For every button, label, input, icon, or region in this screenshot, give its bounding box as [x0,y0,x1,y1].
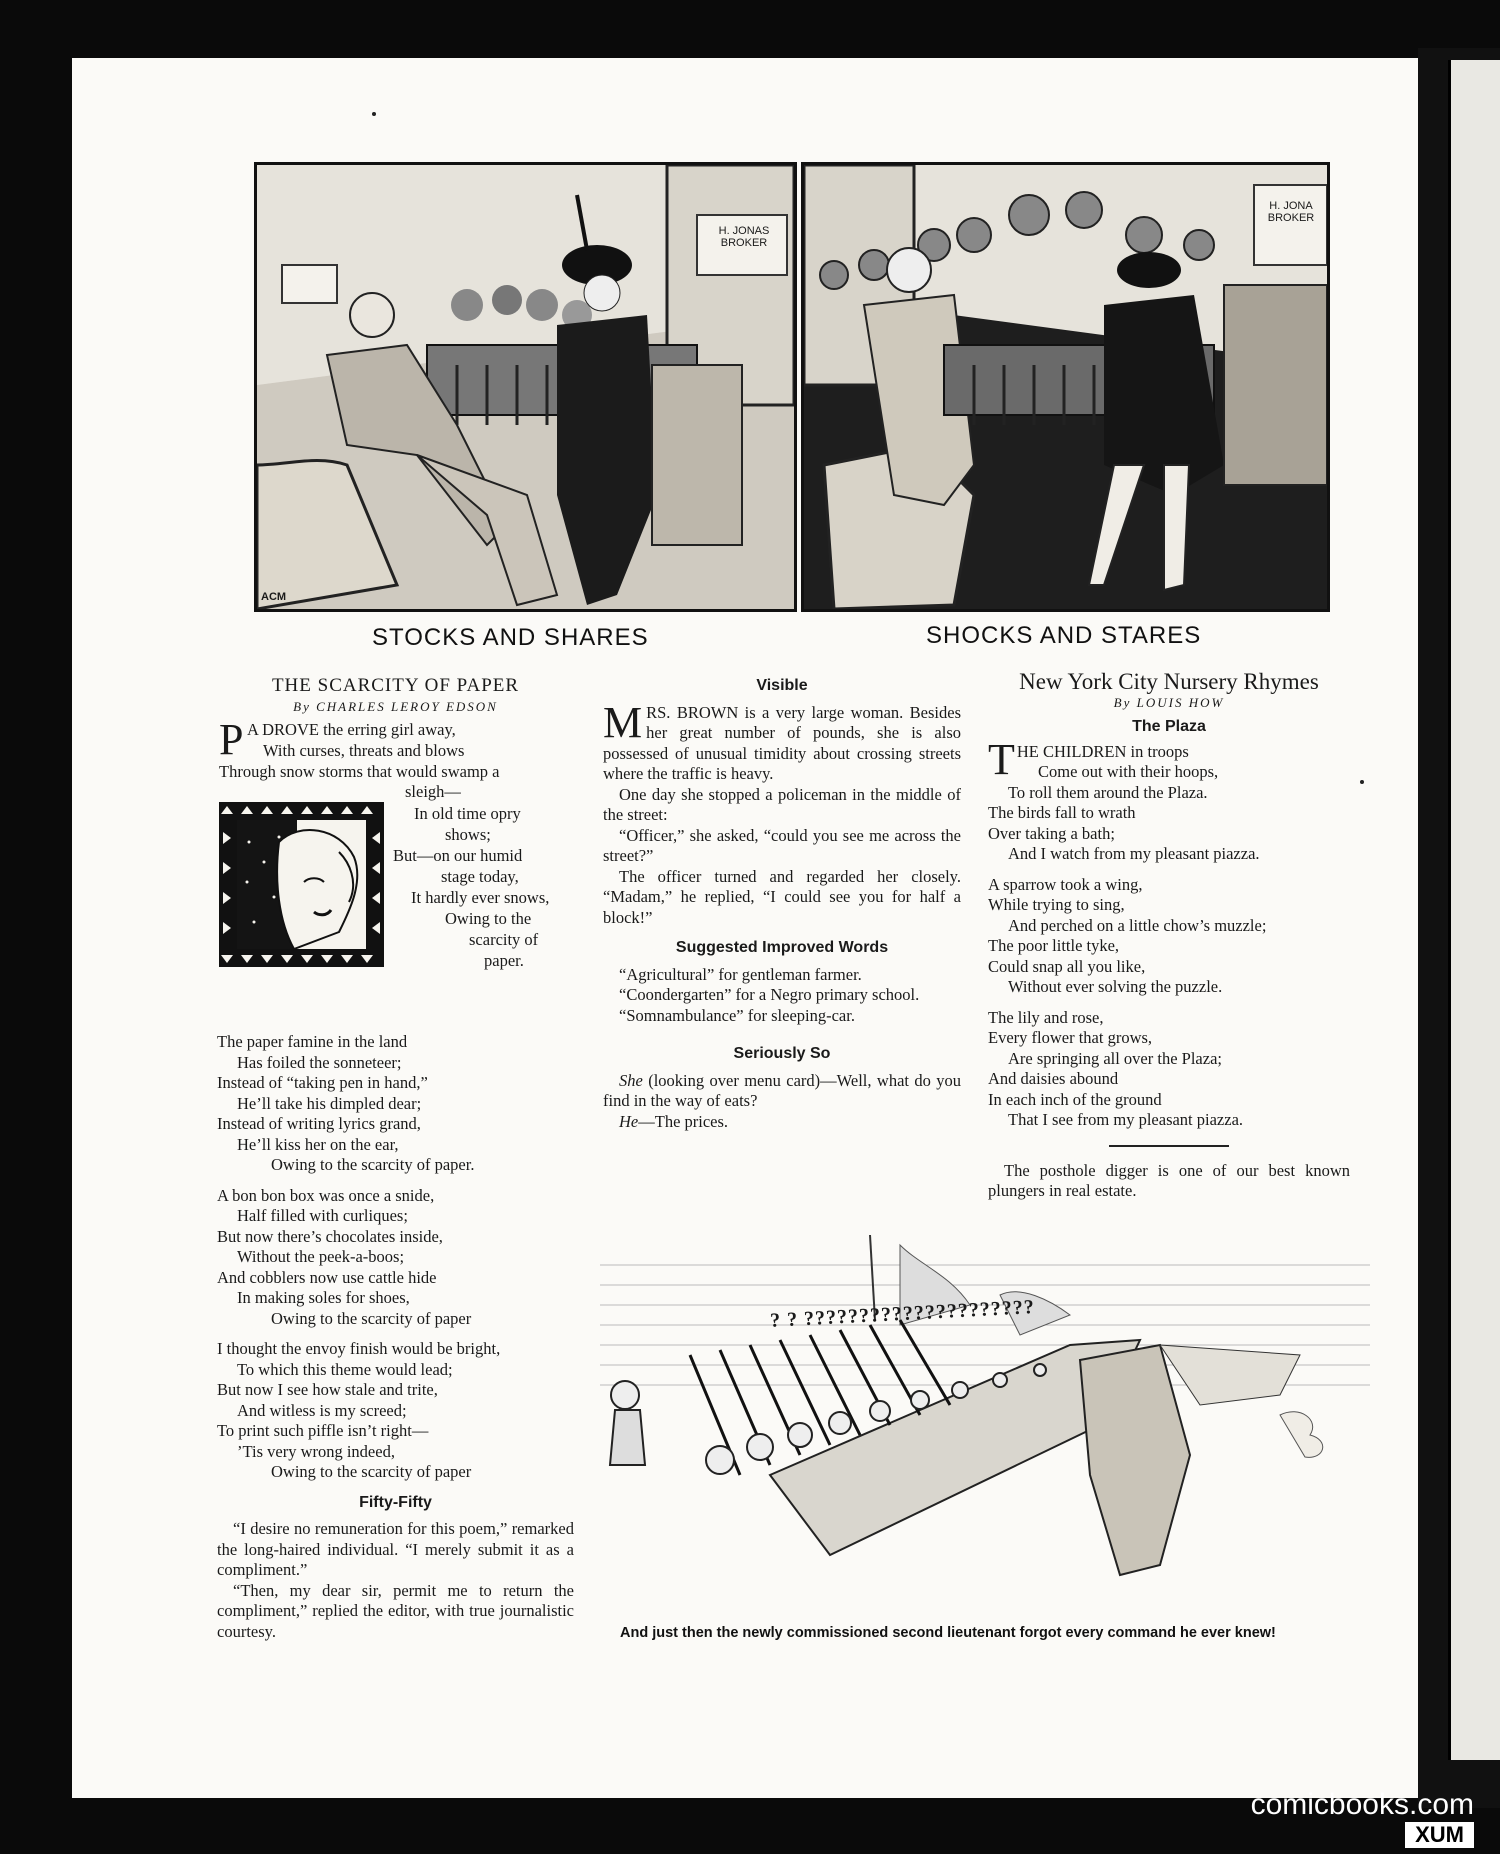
poem-line: Could snap all you like, [988,956,1146,976]
divider [1109,1145,1229,1147]
broker-sign: H. JONAS BROKER [718,225,770,249]
question-marks: ? ? ????????????????????? [769,1296,1036,1332]
poem-line: The paper famine in the land [217,1032,408,1051]
paragraph: He—The prices. [619,1111,729,1131]
poem-line: And I watch from my pleasant piazza. [1008,844,1260,863]
poem-line: Come out with their hoops, [1038,762,1219,781]
stanza [217,1186,574,1330]
paragraph: “Officer,” she asked, “could you see me across the street?” [603,825,961,865]
poem-line: That I see from my pleasant piazza. [1008,1110,1244,1129]
poem-line: It hardly ever snows, [411,888,550,907]
courtroom-scene-right [804,165,1327,609]
poem-line: shows; [445,825,491,844]
byline: By CHARLES LEROY EDSON [293,698,498,714]
poem-line: Instead of writing lyrics grand, [217,1114,421,1133]
poem-line: The birds fall to wrath [988,803,1136,822]
poem-line: sleigh— [405,782,461,801]
paragraph: One day she stopped a policeman in the middle of the street: [603,784,961,824]
poem-line: Every flower that grows, [988,1028,1153,1047]
poem-line: With curses, threats and blows [263,741,465,760]
drop-cap: T [988,734,1015,784]
poem-line: The lily and rose, [988,1007,1104,1027]
poem-line: Owing to the scarcity of paper. [271,1155,475,1174]
marching-soldiers-illustration [600,1225,1370,1605]
poem-line: To print such piffle isn’t right— [217,1421,429,1440]
poem-line: Has foiled the sonneteer; [237,1052,402,1072]
poem-line: In making soles for shoes, [237,1288,410,1307]
poem-line: But now I see how stale and trite, [217,1380,438,1399]
poem-line: While trying to sing, [988,895,1125,914]
poem-line: A DROVE the erring girl away, [247,720,456,739]
poem-line: And daisies abound [988,1069,1119,1088]
poem-line: Half filled with curliques; [237,1206,408,1225]
poem-line: ’Tis very wrong indeed, [237,1441,395,1461]
cartoon-soldiers-at-cliff [600,1225,1370,1605]
poem-line: He’ll take his dimpled dear; [237,1093,422,1113]
paragraph: “Somnambulance” for sleeping-car. [619,1005,855,1025]
column-scarcity-of-paper [217,676,574,1642]
poem-line: scarcity of [469,930,539,949]
poem-line: Instead of “taking pen in hand,” [217,1073,428,1092]
poem-line: Owing to the [445,909,532,928]
poem-line: He’ll kiss her on the ear, [237,1134,399,1154]
poem-line: HE CHILDREN in troops [1016,741,1189,761]
section-title: Visible [756,677,808,694]
byline: By LOUIS HOW [1113,694,1225,710]
section-title: Suggested Improved Words [675,939,889,956]
paragraph: She (looking over menu card)—Well, what do you find in the way of eats? [603,1070,961,1110]
column-visible [603,676,961,1132]
paragraph: MRS. BROWN is a very large woman. Besides her great number of pounds, she is also possessed of unusual timidity about crossing streets where the traffic is heavy. [603,697,961,783]
article-title: New York City Nursery Rhymes [1019,669,1319,694]
girl-portrait-vignette [219,802,384,967]
stanza [217,1339,574,1483]
paragraph: The officer turned and regarded her closely. “Madam,” he replied, “I could see you for half a block!” [603,866,961,927]
paragraph: “Agricultural” for gentleman farmer. [619,964,862,984]
section-title: The Plaza [1132,718,1206,735]
poem-line: To roll them around the Plaza. [1008,782,1208,802]
poem-line: A sparrow took a wing, [988,874,1143,894]
poem-line: In old time opry [414,804,521,823]
poem-line: The poor little tyke, [988,936,1120,955]
article-title: THE SCARCITY OF PAPER [271,675,520,696]
poem-line: And perched on a little chow’s muzzle; [1008,915,1267,935]
poem-line: Without ever solving the puzzle. [1008,977,1223,996]
poem-line: Owing to the scarcity of paper [271,1308,472,1328]
artist-signature: ACM [261,591,287,603]
poem-line: I thought the envoy finish would be bright, [217,1339,501,1358]
poem-line: Without the peek-a-boos; [237,1247,405,1266]
speck [372,112,376,116]
stanza [988,875,1350,998]
poem-line: stage today, [441,867,519,886]
section-title: Seriously So [733,1045,831,1062]
poem-line: And cobblers now use cattle hide [217,1267,437,1287]
paragraph: “Coondergarten” for a Negro primary school. [619,985,920,1004]
poem-line: A bon bon box was once a snide, [217,1185,435,1205]
stanza [988,1008,1350,1131]
paragraph: “I desire no remuneration for this poem,” remarked the long-haired individual. “I merely submit it as a compliment.” [217,1519,574,1579]
poem-line: Are springing all over the Plaza; [1008,1048,1222,1068]
poem-line: Owing to the scarcity of paper [271,1462,472,1481]
poem-line: Over taking a bath; [988,823,1115,843]
poem-line: To which this theme would lead; [237,1359,453,1379]
drop-cap: P [219,715,244,764]
watermark-site: comicbooks.com [1250,1788,1474,1821]
stanza [217,1032,574,1176]
illustration-shocks-and-stares [801,162,1330,612]
speck [1360,780,1364,784]
speaker: He [619,1111,639,1131]
speaker: She [619,1070,643,1090]
poem-line: Through snow storms that would swamp a [219,762,500,781]
stanza [988,734,1350,865]
caption-shocks-and-stares: SHOCKS AND STARES [926,622,1202,649]
poem-intro [217,715,574,1022]
column-nursery-rhymes [988,669,1350,1202]
cartoon-caption: And just then the newly commissioned second lieutenant forgot every command he ever knew! [620,1625,1276,1641]
watermark-tag: XUM [1405,1822,1474,1848]
illustration-stocks-and-shares [254,162,797,612]
poem-line: But now there’s chocolates inside, [217,1226,443,1246]
poem-line: In each inch of the ground [988,1089,1162,1109]
poem-line: paper. [484,951,524,970]
paragraph: The posthole digger is one of our best known plungers in real estate. [988,1160,1350,1200]
next-page-edge [1448,60,1500,1760]
poem-line: But—on our humid [393,846,523,865]
broker-sign: H. JONA BROKER [1267,200,1315,224]
caption-stocks-and-shares: STOCKS AND SHARES [372,624,649,651]
section-title: Fifty-Fifty [359,1493,432,1511]
paragraph: “Then, my dear sir, permit me to return the compliment,” replied the editor, with true journalistic courtesy. [217,1580,574,1641]
poem-line: And witless is my screed; [237,1400,407,1420]
drop-cap: M [603,697,643,747]
